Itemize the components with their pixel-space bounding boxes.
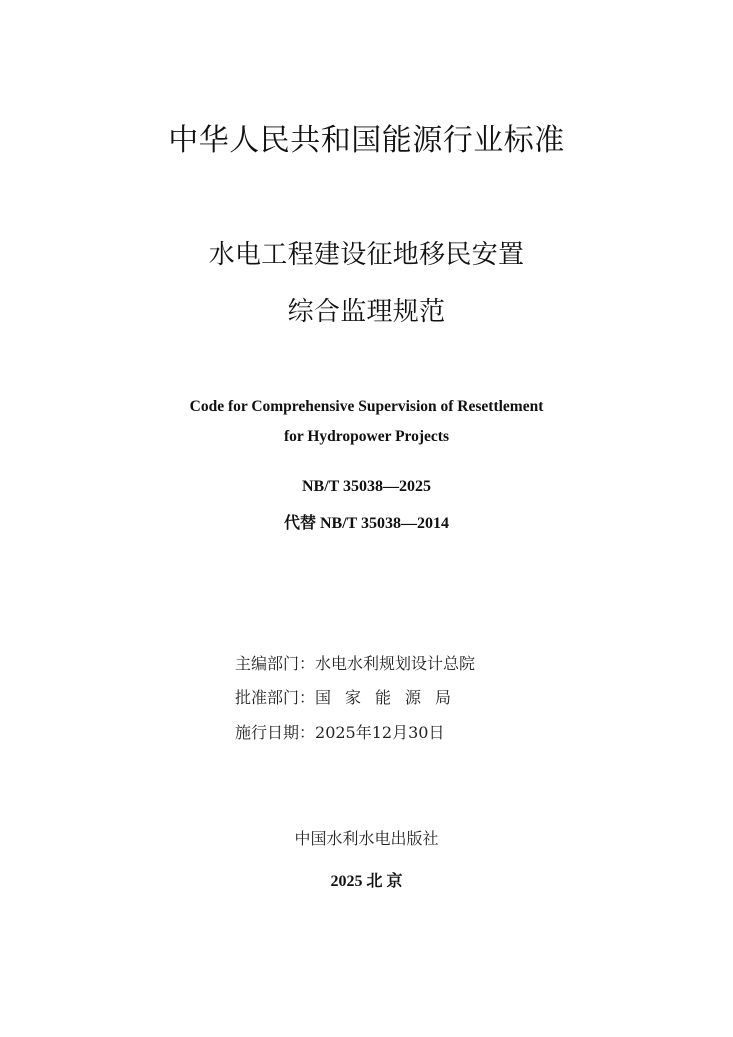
publication-year-place: 2025 北 京 [330, 873, 403, 890]
effective-date-value: 2025年12月30日 [315, 723, 445, 742]
editor-department-value: 水电水利规划设计总院 [315, 654, 476, 673]
english-title-line-1: Code for Comprehensive Supervision of Resettlement [189, 398, 544, 415]
effective-date-label: 施行日期： [235, 723, 316, 742]
approval-department-value: 国家能源局 [315, 688, 466, 707]
approval-department-label: 批准部门： [235, 688, 316, 707]
replaced-standard-code: 代替 NB/T 35038—2014 [283, 515, 450, 532]
editor-department-label: 主编部门： [235, 654, 316, 673]
english-title-line-2: for Hydropower Projects [283, 428, 449, 445]
industry-standard-heading: 中华人民共和国能源行业标准 [168, 123, 565, 158]
document-title-line-2: 综合监理规范 [287, 297, 446, 327]
standard-code: NB/T 35038—2025 [301, 478, 432, 495]
effective-date-row [235, 720, 444, 743]
publisher-name: 中国水利水电出版社 [294, 829, 439, 848]
editor-department-row [235, 651, 475, 674]
approval-department-row [235, 685, 465, 708]
document-title-line-1: 水电工程建设征地移民安置 [208, 240, 525, 270]
